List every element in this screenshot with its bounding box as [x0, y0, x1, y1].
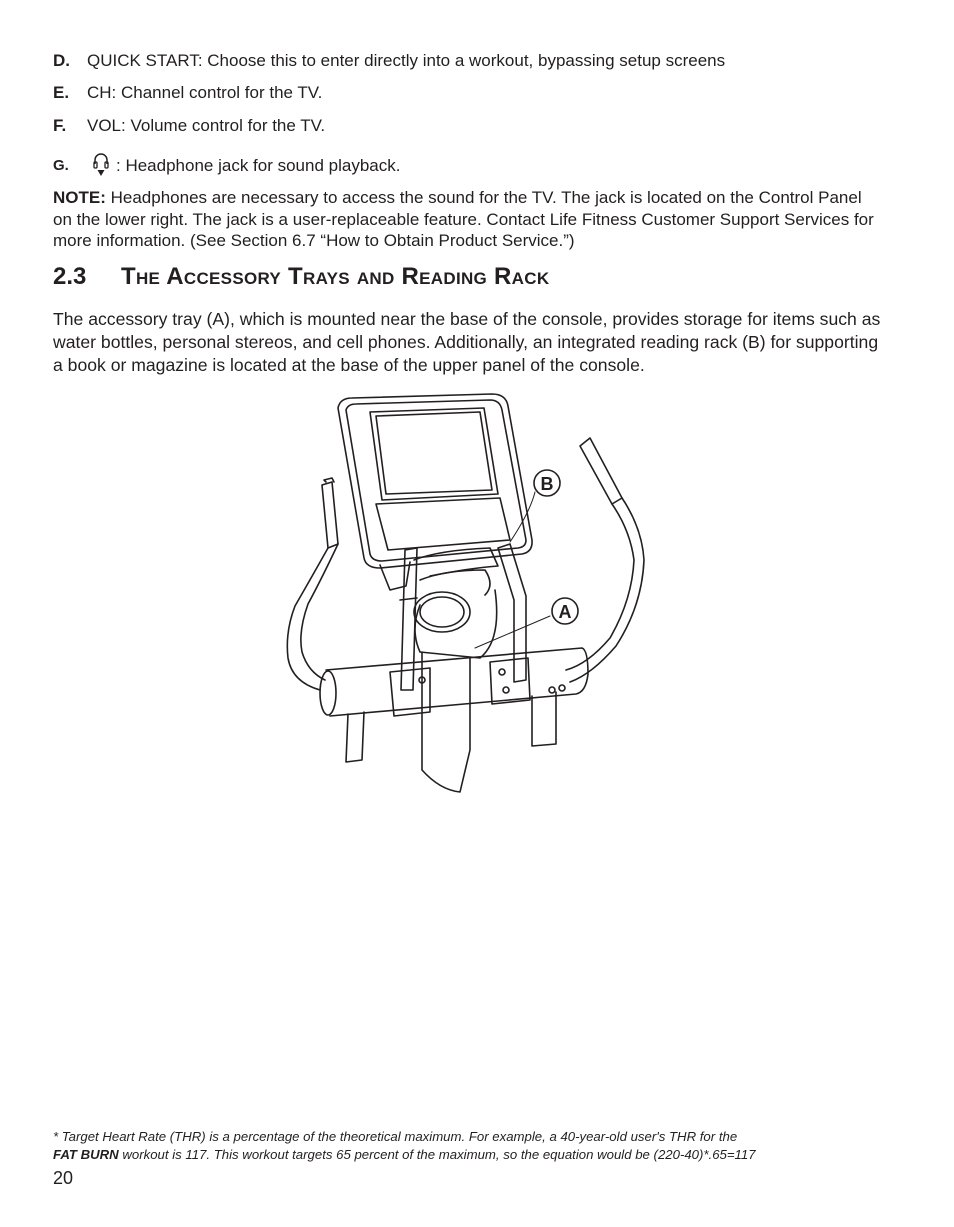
footnote-line1: * Target Heart Rate (THR) is a percentage of the theoretical maximum. For example, a 40-year-old user's THR for the	[53, 1129, 738, 1144]
section-heading	[53, 263, 549, 291]
list-letter: D.	[53, 51, 70, 70]
list-letter: E.	[53, 83, 70, 102]
note-paragraph	[53, 187, 883, 252]
callout-b-label: B	[540, 474, 554, 494]
list-text: CH: Channel control for the TV.	[87, 83, 323, 102]
section-title: The Accessory Trays and Reading Rack	[121, 263, 550, 290]
note-text: Headphones are necessary to access the sound for the TV. The jack is located on the Control Panel on the lower right. The jack is a user-replaceable feature. Contact Life Fitness Customer Support Services for more information. (See Section 6.7 “How to Obtain Product Service.”)	[53, 188, 874, 250]
console-illustration	[270, 390, 650, 795]
list-text: VOL: Volume control for the TV.	[87, 116, 326, 135]
footnote-line2: workout is 117. This workout targets 65 percent of the maximum, so the equation would be (220-40)*.65=117	[118, 1146, 756, 1162]
list-letter: G.	[53, 157, 69, 174]
list-text: QUICK START: Choose this to enter directly into a workout, bypassing setup screens	[87, 51, 726, 70]
callout-a-label: A	[558, 602, 572, 622]
footnote-bold: FAT BURN	[53, 1146, 119, 1162]
page-number: 20	[53, 1168, 74, 1188]
note-label: NOTE:	[53, 188, 106, 207]
headphone-icon	[92, 151, 110, 177]
list-text: : Headphone jack for sound playback.	[116, 156, 401, 175]
body-paragraph: The accessory tray (A), which is mounted near the base of the console, provides storage for items such as water bottles, personal stereos, and cell phones. Additionally, an integrated reading rack (B) for supporting a book or magazine is located at the base of the upper panel of the console.	[53, 309, 881, 375]
list-letter: F.	[53, 116, 67, 135]
section-number: 2.3	[53, 263, 87, 290]
footnote	[53, 1128, 913, 1163]
